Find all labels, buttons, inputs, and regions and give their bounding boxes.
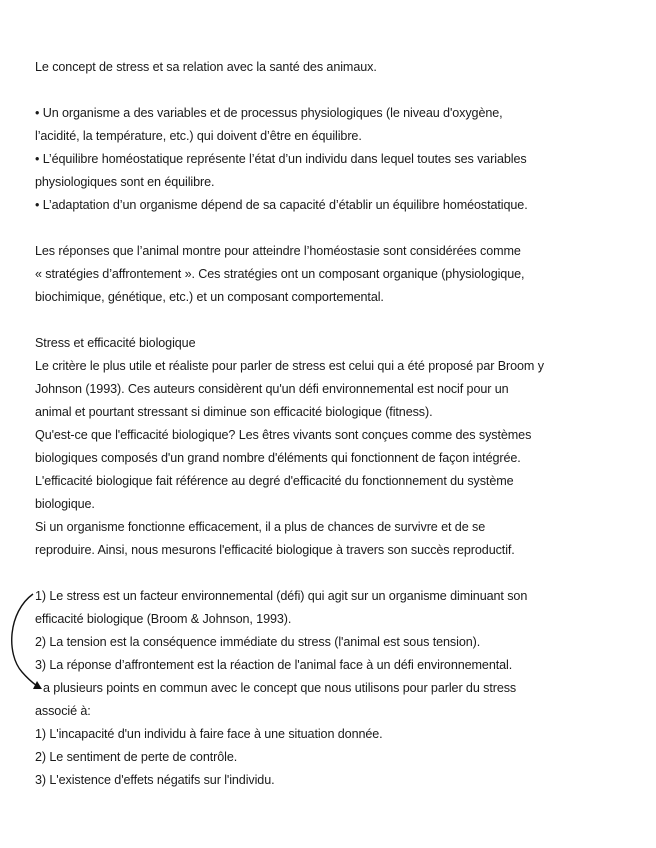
text-line: Johnson (1993). Ces auteurs considèrent qu'un défi environnemental est nocif pour un	[35, 382, 509, 396]
list-item: 3) L'existence d'effets négatifs sur l'individu.	[35, 773, 275, 787]
text-line: Le critère le plus utile et réaliste pour parler de stress est celui qui a été proposé par Broom y	[35, 359, 544, 373]
list-item: 1) Le stress est un facteur environnemental (défi) qui agit sur un organisme diminuant son	[35, 589, 528, 603]
text-line: a plusieurs points en commun avec le concept que nous utilisons pour parler du stress	[43, 681, 517, 695]
text-line: • Un organisme a des variables et de processus physiologiques (le niveau d'oxygène,	[35, 106, 503, 120]
text-line: • L’équilibre homéostatique représente l’état d’un individu dans lequel toutes ses variables	[35, 152, 527, 166]
text-line: « stratégies d’affrontement ». Ces stratégies ont un composant organique (physiologique,	[35, 267, 525, 281]
text-line: animal et pourtant stressant si diminue son efficacité biologique (fitness).	[35, 405, 433, 419]
text-line: L'efficacité biologique fait référence au degré d'efficacité du fonctionnement du système	[35, 474, 514, 488]
text-line: Si un organisme fonctionne efficacement, il a plus de chances de survivre et de se	[35, 520, 486, 534]
document-title: Le concept de stress et sa relation avec la santé des animaux.	[35, 60, 377, 74]
list-item: 1) L'incapacité d'un individu à faire face à une situation donnée.	[35, 727, 383, 741]
text-line: efficacité biologique (Broom & Johnson, 1993).	[35, 612, 292, 626]
text-line: physiologiques sont en équilibre.	[35, 175, 215, 189]
list-item: 3) La réponse d’affrontement est la réaction de l'animal face à un défi environnemental.	[35, 658, 513, 672]
text-line: Qu'est-ce que l'efficacité biologique? Les êtres vivants sont conçues comme des systèmes	[35, 428, 532, 442]
list-item: 2) Le sentiment de perte de contrôle.	[35, 750, 238, 764]
list-item: 2) La tension est la conséquence immédiate du stress (l'animal est sous tension).	[35, 635, 481, 649]
text-line: associé à:	[35, 704, 91, 718]
text-line: biologiques composés d'un grand nombre d'éléments qui fonctionnent de façon intégrée.	[35, 451, 521, 465]
text-line: biologique.	[35, 497, 95, 511]
text-line: biochimique, génétique, etc.) et un composant comportemental.	[35, 290, 384, 304]
text-line: • L’adaptation d’un organisme dépend de sa capacité d’établir un équilibre homéostatique.	[35, 198, 528, 212]
text-line: l’acidité, la température, etc.) qui doivent d’être en équilibre.	[35, 129, 362, 143]
section-heading: Stress et efficacité biologique	[35, 336, 196, 350]
text-line: Les réponses que l’animal montre pour atteindre l’homéostasie sont considérées comme	[35, 244, 521, 258]
text-line: reproduire. Ainsi, nous mesurons l'efficacité biologique à travers son succès reproductif.	[35, 543, 515, 557]
